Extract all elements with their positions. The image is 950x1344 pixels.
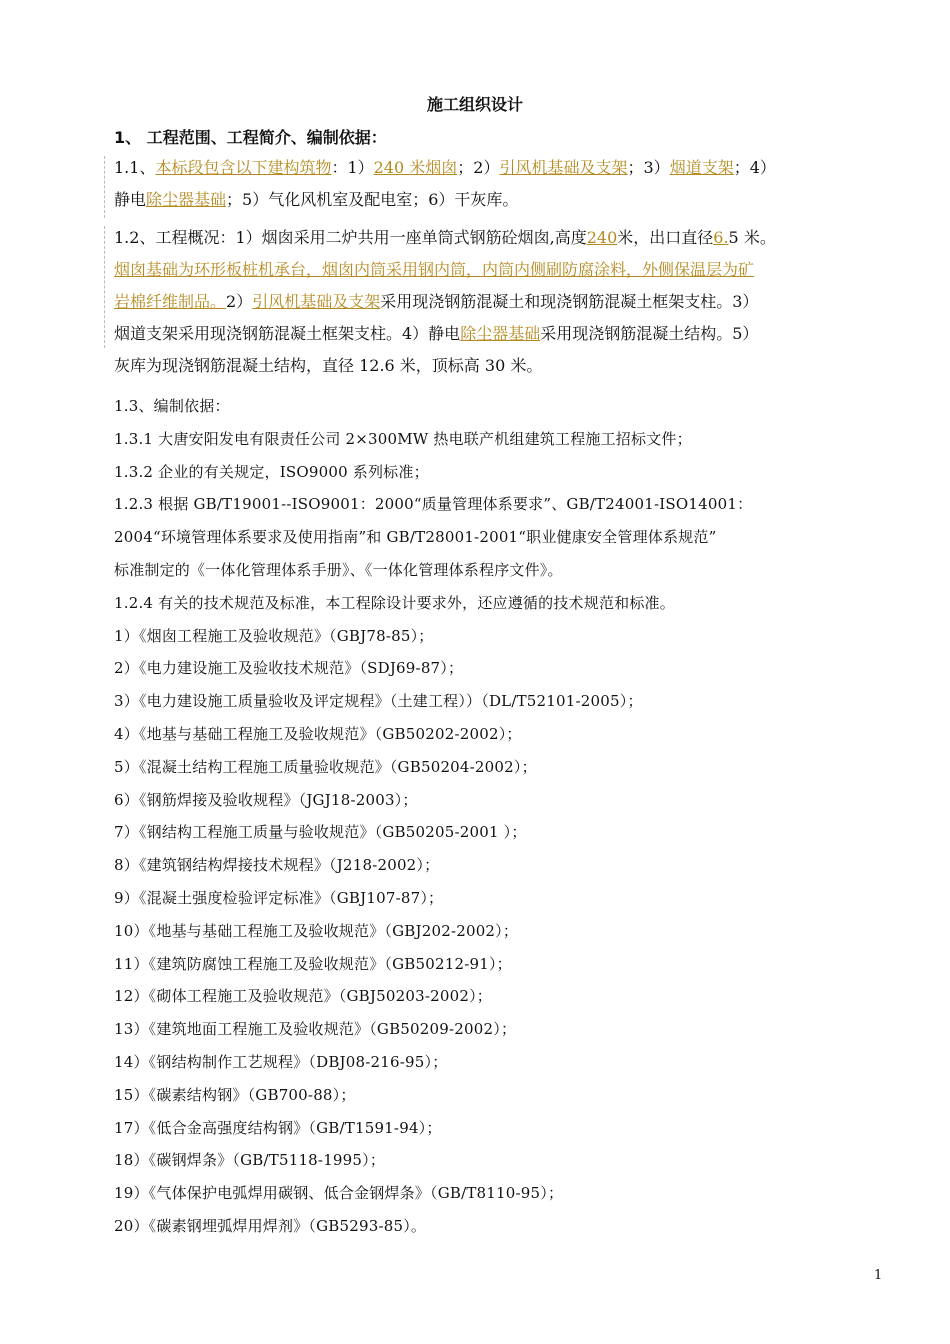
document-line: 14）《钢结构制作工艺规程》（DBJ08-216-95）；: [114, 1052, 448, 1071]
paragraph-line: 灰库为现浇钢筋混凝土结构，直径 12.6 米，顶标高 30 米。: [114, 356, 543, 375]
document-line: 9）《混凝土强度检验评定标准》（GBJ107-87）；: [114, 888, 444, 907]
tracked-change-text[interactable]: 240 米烟囱: [373, 158, 458, 177]
paragraph-line: 岩棉纤维制品。2）引风机基础及支架采用现浇钢筋混凝土和现浇钢筋混凝土框架支柱。3）: [114, 292, 759, 311]
tracked-change-text[interactable]: 本标段包含以下建构筑物: [155, 158, 332, 177]
document-line: 1.2.3 根据 GB/T19001--ISO9001：2000“质量管理体系要求”、GB/T24001-ISO14001：: [114, 495, 753, 514]
paragraph-line: 静电除尘器基础；5）气化风机室及配电室；6）干灰库。: [114, 190, 519, 209]
document-line: 3）《电力建设施工质量验收及评定规程》（土建工程））（DL/T52101-2005）；: [114, 692, 643, 711]
tracked-change-text[interactable]: 6.: [713, 228, 729, 247]
document-line: 8）《建筑钢结构焊接技术规程》（J218-2002）；: [114, 856, 440, 875]
tracked-change-text[interactable]: 除尘器基础: [146, 190, 227, 209]
document-line: 10）《地基与基础工程施工及验收规范》（GBJ202-2002）；: [114, 921, 519, 940]
document-line: 12）《砌体工程施工及验收规范》（GBJ50203-2002）；: [114, 987, 492, 1006]
document-line: 6）《钢筋焊接及验收规程》（JGJ18-2003）；: [114, 790, 418, 809]
paragraph-1-1: [114, 152, 894, 216]
document-title: 施工组织设计: [426, 95, 523, 114]
tracked-change-text[interactable]: 烟道支架: [669, 158, 734, 177]
tracked-change-text[interactable]: 岩棉纤维制品。: [114, 292, 227, 311]
paragraph-line: 烟道支架采用现浇钢筋混凝土框架支柱。4）静电除尘器基础采用现浇钢筋混凝土结构。5）: [114, 324, 759, 343]
document-line: 4）《地基与基础工程施工及验收规范》（GB50202-2002）；: [114, 724, 522, 743]
tracked-change-text[interactable]: 除尘器基础: [460, 324, 541, 343]
document-line: 15）《碳素结构钢》（GB700-88）；: [114, 1085, 356, 1104]
paragraph-line: [114, 254, 894, 286]
document-line: 11）《建筑防腐蚀工程施工及验收规范》（GB50212-91）；: [114, 954, 512, 973]
document-line: 17）《低合金高强度结构钢》（GB/T1591-94）；: [114, 1118, 442, 1137]
document-line: 2）《电力建设施工及验收技术规范》（SDJ69-87）；: [114, 659, 464, 678]
tracked-change-text[interactable]: 引风机基础及支架: [252, 292, 381, 311]
document-line: 20）《碳素钢埋弧焊用焊剂》（GB5293-85）。: [114, 1216, 427, 1235]
document-line: 7）《钢结构工程施工质量与验收规范》（GB50205-2001 ）；: [114, 823, 527, 842]
document-line: 18）《碳钢焊条》（GB/T5118-1995）；: [114, 1151, 386, 1170]
paragraph-1-2: [114, 222, 894, 382]
change-bar: [104, 156, 106, 218]
document-line: 13）《建筑地面工程施工及验收规范》（GB50209-2002）；: [114, 1020, 517, 1039]
tracked-change-text[interactable]: 烟囱基础为环形板桩机承台，烟囱内筒采用钢内筒，内筒内侧刷防腐涂料，外侧保温层为矿: [114, 260, 755, 279]
section-heading: 1、 工程范围、工程简介、编制依据：: [114, 128, 387, 147]
paragraph-line: 1.2、工程概况：1）烟囱采用二炉共用一座单筒式钢筋砼烟囱,高度240米，出口直径6.5 米。: [114, 228, 776, 247]
tracked-change-text[interactable]: 240: [586, 228, 618, 247]
document-lines: [114, 390, 904, 1243]
change-bar: [104, 226, 106, 348]
document-line: 19）《气体保护电弧焊用碳钢、低合金钢焊条》（GB/T8110-95）；: [114, 1184, 564, 1203]
document-line: 标准制定的《一体化管理体系手册》、《一体化管理体系程序文件》。: [114, 560, 563, 579]
paragraph-line: 1.1、本标段包含以下建构筑物：1）240 米烟囱；2）引风机基础及支架；3）烟道支架；4）: [114, 158, 776, 177]
document-line: 1.3.1 大唐安阳发电有限责任公司 2×300MW 热电联产机组建筑工程施工招标文件；: [114, 429, 692, 448]
document-line: 1.2.4 有关的技术规范及标准，本工程除设计要求外，还应遵循的技术规范和标准。: [114, 593, 675, 612]
document-line: 1.3、编制依据：: [114, 397, 230, 415]
tracked-change-text[interactable]: 引风机基础及支架: [499, 158, 628, 177]
document-line: 5）《混凝土结构工程施工质量验收规范》（GB50204-2002）；: [114, 757, 537, 776]
page-number: 1: [874, 1268, 883, 1283]
document-line: 2004“环境管理体系要求及使用指南”和 GB/T28001-2001“职业健康安全管理体系规范”: [114, 528, 717, 547]
document-line: 1.3.2 企业的有关规定，ISO9000 系列标准；: [114, 462, 429, 481]
document-line: 1）《烟囱工程施工及验收规范》（GBJ78-85）；: [114, 626, 434, 645]
